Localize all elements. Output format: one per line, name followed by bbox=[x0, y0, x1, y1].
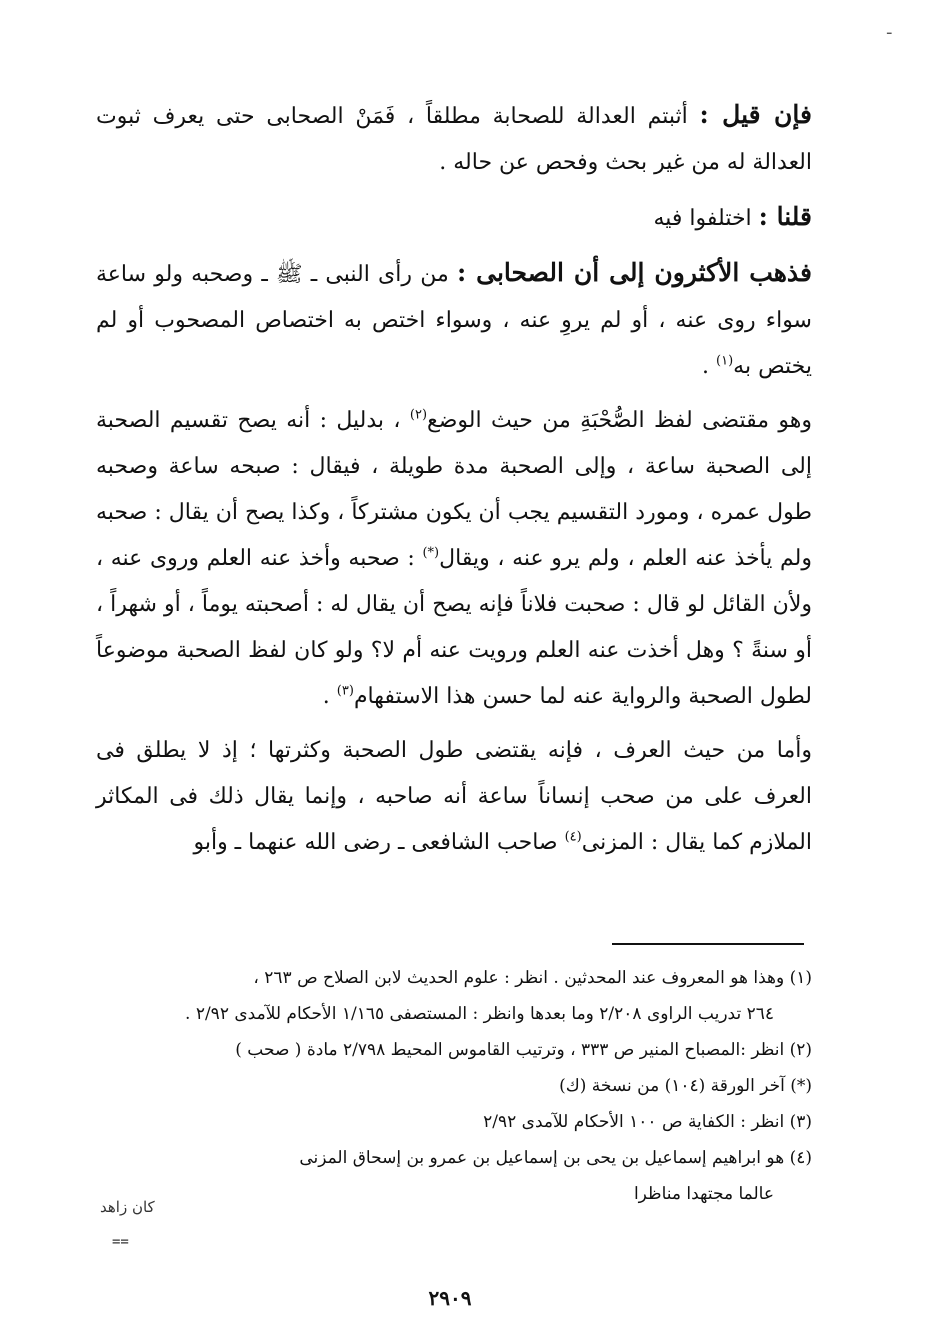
paragraph-answer bbox=[96, 194, 812, 242]
equals-mark: == bbox=[112, 1234, 129, 1250]
footnotes bbox=[96, 960, 812, 1212]
paragraph-tail: صاحب الشافعى ـ رضى الله عنهما ـ وأبو bbox=[193, 830, 565, 855]
paragraph-lead: فإن قيل : bbox=[699, 100, 812, 129]
main-text bbox=[96, 92, 812, 874]
footnote-text: (٢) انظر :المصباح المنير ص ٣٣٣ ، وترتيب القاموس المحيط ٢/٧٩٨ مادة ( صحب ) bbox=[235, 1040, 812, 1060]
footnote-ref: (٢) bbox=[409, 407, 428, 423]
footnote-ref: (١) bbox=[716, 353, 734, 369]
footnote-1-cont bbox=[96, 996, 812, 1032]
footnote-ref: (٤) bbox=[564, 829, 582, 845]
paragraph-majority-view bbox=[96, 250, 812, 390]
footnote-text: ٢٦٤ تدريب الراوى ٢/٢٠٨ وما بعدها وانظر : المستصفى ١/١٦٥ الأحكام للآمدى ٢/٩٢ . bbox=[185, 1004, 774, 1024]
margin-note: كان زاهد bbox=[100, 1198, 155, 1216]
paragraph-custom bbox=[96, 728, 812, 866]
paragraph-lead: قلنا : bbox=[758, 202, 812, 231]
paragraph-objection bbox=[96, 92, 812, 186]
page-number: ٢٩٠٩ bbox=[428, 1286, 472, 1310]
paragraph-text: وأما من حيث العرف ، فإنه يقتضى طول الصحبة وكثرتها ؛ إذ لا يطلق فى العرف على من صحب إنساناً ساعة أنه صاحبه ، وإنما يقال ذلك فى المكاثر الملازم كما يقال : المزنى bbox=[96, 738, 813, 855]
paragraph-linguistic bbox=[96, 398, 812, 720]
footnote-text: عالما مجتهدا مناظرا bbox=[633, 1184, 774, 1204]
footnote-3 bbox=[96, 1104, 812, 1140]
footnote-separator bbox=[612, 943, 804, 945]
paragraph-text: اختلفوا فيه bbox=[653, 206, 759, 231]
footnote-ref: (*) bbox=[422, 545, 440, 561]
paragraph-text: من رأى النبى ـ ﷺ ـ وصحبه ولو ساعة سواء روى عنه ، أو لم يروِ عنه ، وسواء اختص به اختصاص المصحوب أو لم يختص به bbox=[96, 262, 812, 379]
footnote-star bbox=[96, 1068, 812, 1104]
footnote-2 bbox=[96, 1032, 812, 1068]
footnote-text: (٣) انظر : الكفاية ص ١٠٠ الأحكام للآمدى ٢/٩٢ bbox=[483, 1112, 812, 1132]
paragraph-text: أثبتم العدالة للصحابة مطلقاً ، فَمَنْ الصحابى حتى يعرف ثبوت العدالة له من غير بحث وفحص عن حاله . bbox=[96, 104, 812, 175]
footnote-text: (١) وهذا هو المعروف عند المحدثين . انظر : علوم الحديث لابن الصلاح ص ٢٦٣ ، bbox=[253, 968, 812, 988]
footnote-4-cont bbox=[96, 1176, 812, 1212]
footnote-text: (٤) هو ابراهيم إسماعيل بن يحى بن إسماعيل بن عمرو بن إسحاق المزنى bbox=[299, 1148, 812, 1168]
paragraph-lead: فذهب الأكثرون إلى أن الصحابى : bbox=[456, 258, 812, 287]
paragraph-tail: . bbox=[322, 684, 337, 709]
footnote-4 bbox=[96, 1140, 812, 1176]
footnote-text: (*) آخر الورقة (١٠٤) من نسخة (ك) bbox=[559, 1076, 812, 1096]
paragraph-tail: : صحبه وأخذ عنه العلم وروى عنه ، ولأن القائل لو قال : صحبت فلاناً فإنه يصح أن يقال له : أصحبته يوماً ، أو شهراً ، أو سنةً ؟ وهل أخذت عنه العلم ورويت عنه أم لا؟ ولو كان لفظ الصحبة موضوعاً لطول الصحبة والرواية عنه لما حسن هذا الاستفهام bbox=[96, 546, 812, 709]
corner-mark: - bbox=[886, 22, 893, 43]
paragraph-tail: . bbox=[702, 354, 717, 379]
paragraph-text: وهو مقتضى لفظ الصُّحْبَةِ من حيث الوضع bbox=[427, 408, 813, 433]
footnote-ref: (٣) bbox=[336, 683, 354, 699]
footnote-1 bbox=[96, 960, 812, 996]
paragraph-tail: ، بدليل : أنه يصح تقسيم الصحبة إلى الصحبة ساعة ، وإلى الصحبة مدة طويلة ، فيقال : صبحه ساعة وصحبه طول عمره ، ومورد التقسيم يجب أن يكون مشتركاً ، وكذا يصح أن يقال : صحبه ولم يأخذ عنه العلم ، ولم يرو عنه ، ويقال bbox=[96, 408, 812, 571]
